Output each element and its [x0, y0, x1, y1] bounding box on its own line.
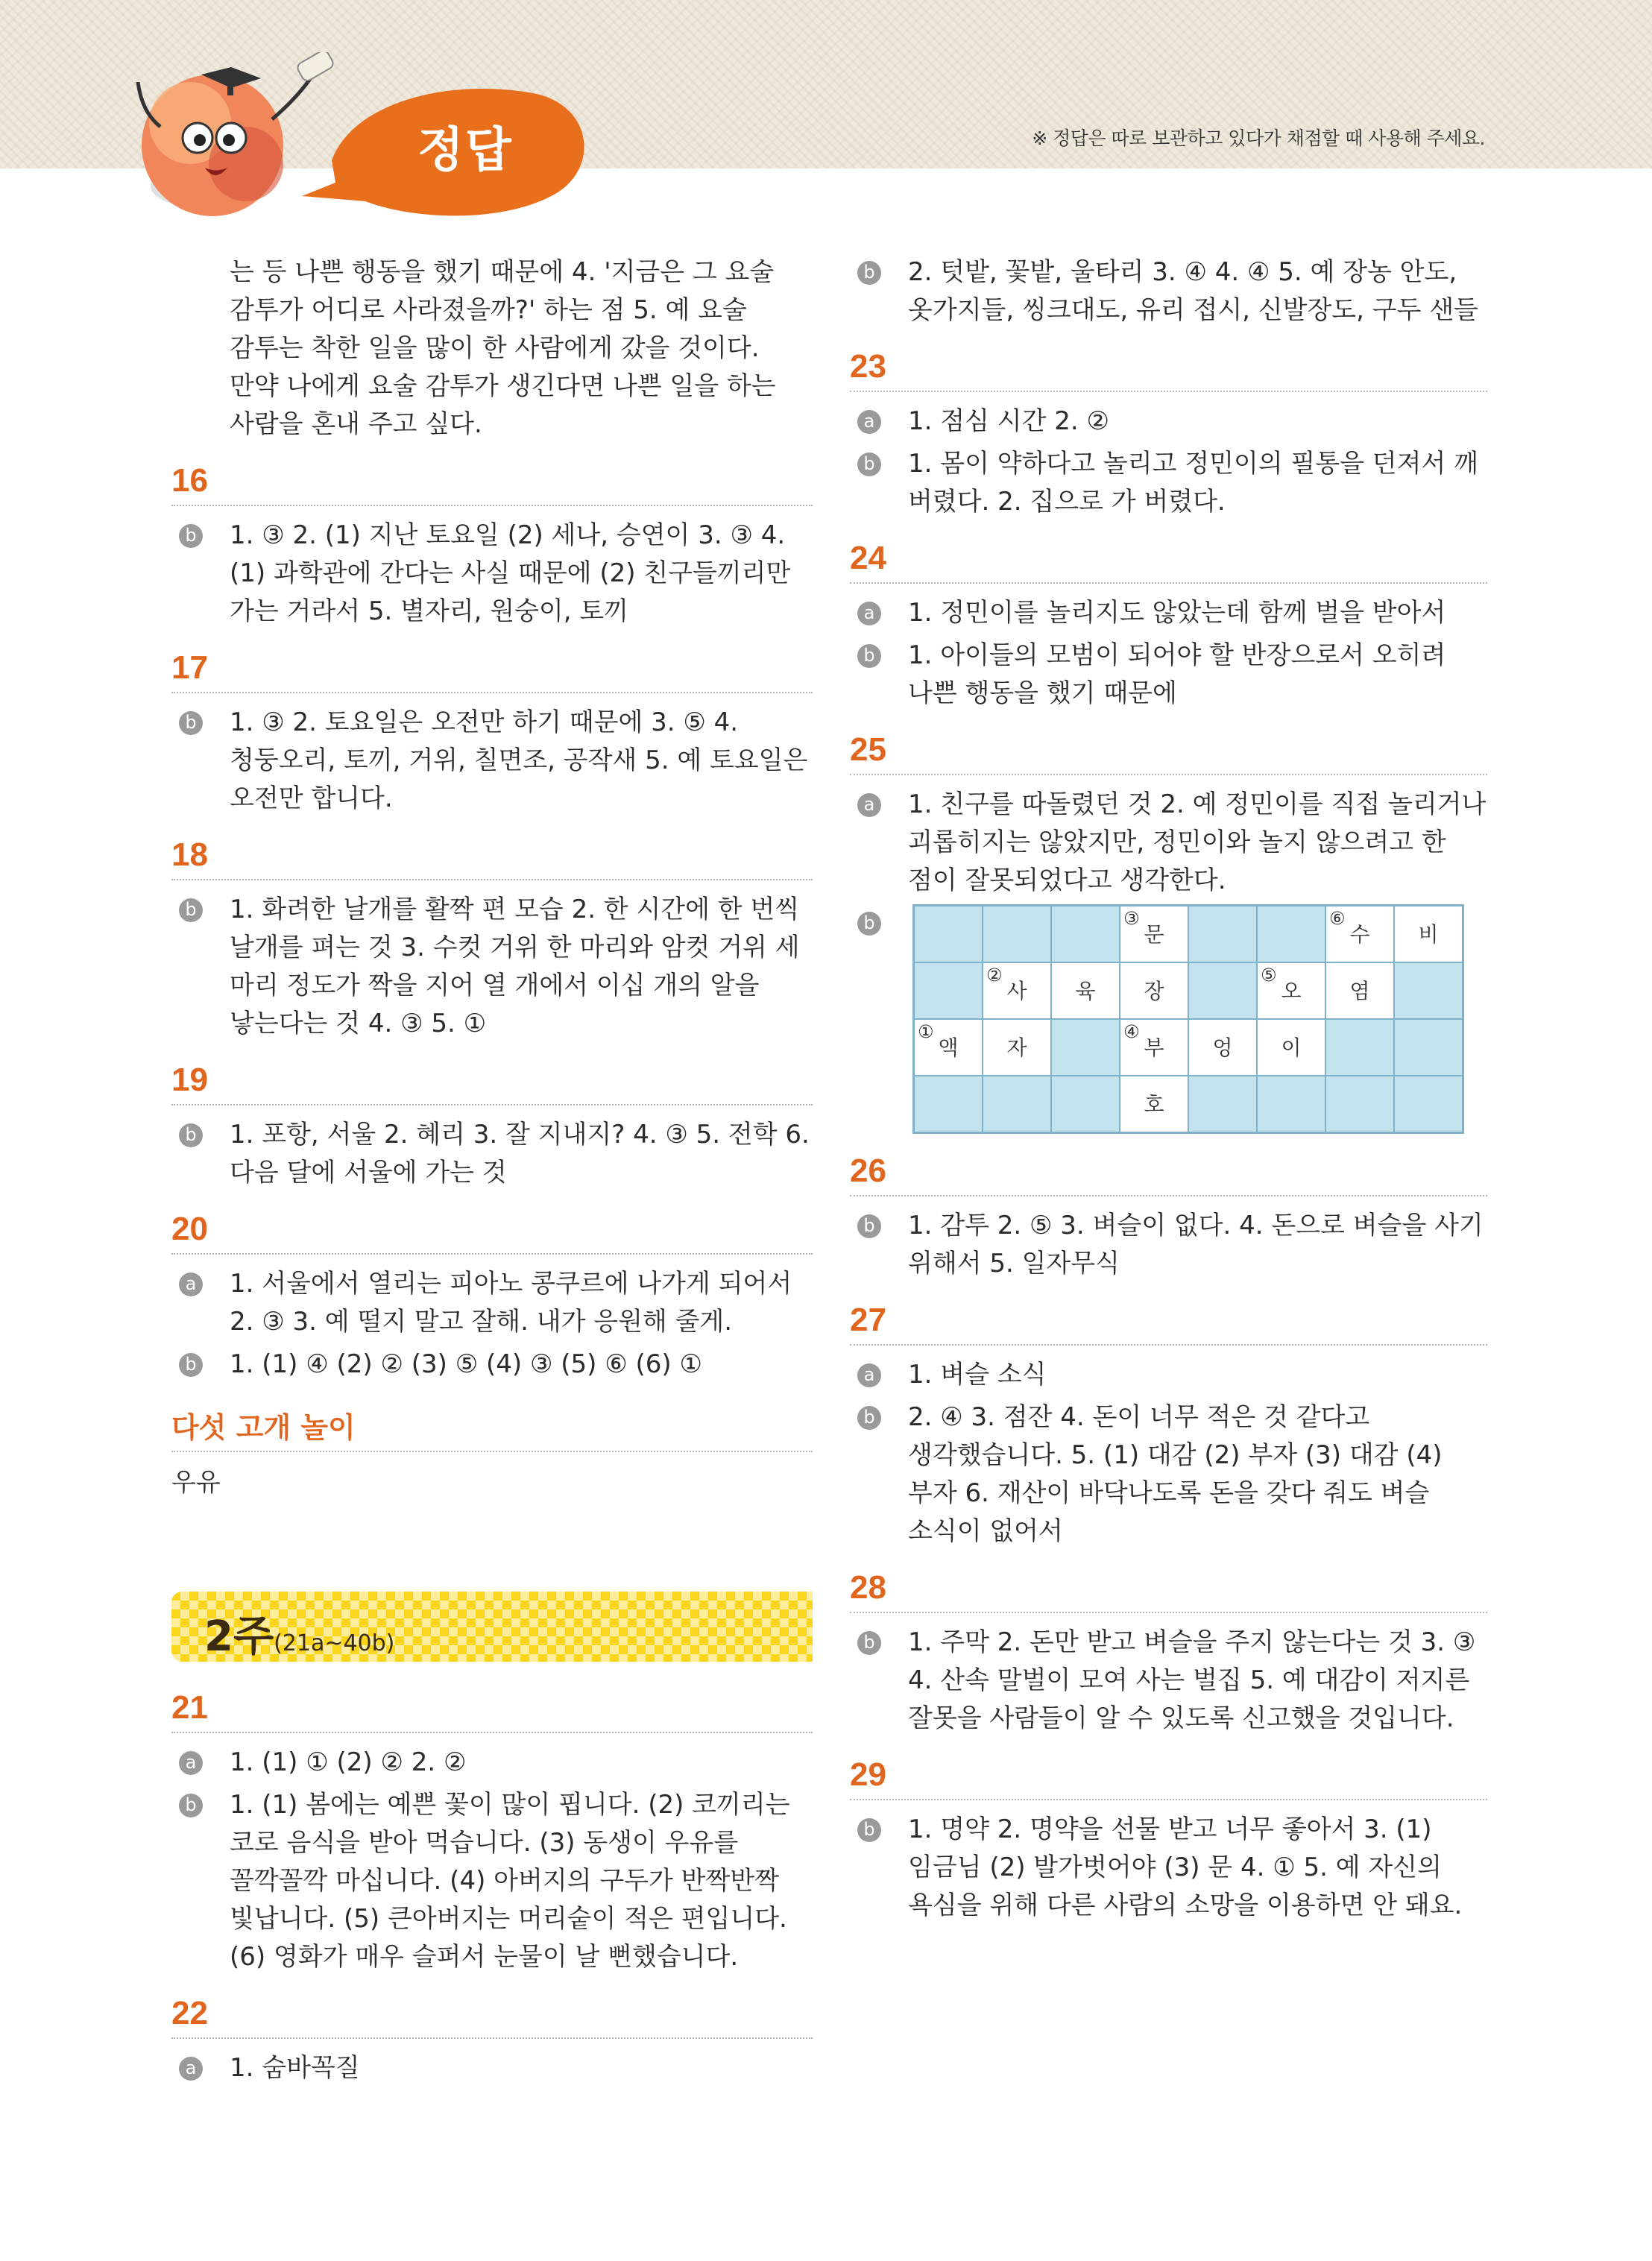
bullet-b-icon: b — [857, 644, 881, 668]
crossword-letter: 염 — [1349, 978, 1370, 1003]
bullet-b-icon: b — [179, 1123, 203, 1147]
week-label — [204, 1603, 394, 1663]
crossword-cell — [1120, 1019, 1188, 1076]
section-24-b — [850, 637, 1487, 713]
bullet-a-icon: a — [857, 1363, 881, 1387]
bullet-b-icon: b — [857, 1214, 881, 1238]
crossword-letter: 수 — [1349, 921, 1370, 947]
section-22-number: 22 — [171, 1997, 813, 2039]
five-hints-answer: 우유 — [171, 1468, 221, 1498]
section-23-b — [850, 445, 1487, 521]
section-27-a-text: 1. 벼슬 소식 — [908, 1360, 1047, 1390]
bullet-a-icon: a — [179, 2057, 203, 2081]
section-24-a-text: 1. 정민이를 놀리지도 않았는데 함께 벌을 받아서 — [908, 598, 1446, 628]
section-25-b — [850, 904, 1487, 1134]
crossword-cell — [983, 1076, 1051, 1133]
crossword-clue-number: ③ — [1123, 908, 1140, 929]
section-16-b — [171, 517, 813, 631]
crossword-cell — [983, 1019, 1051, 1076]
crossword-cell — [1188, 1019, 1257, 1076]
section-26-b-text: 1. 감투 2. ⑤ 3. 벼슬이 없다. 4. 돈으로 벼슬을 사기 위해서 5. 일자무식 — [908, 1211, 1484, 1278]
crossword-row — [914, 1019, 1463, 1076]
bullet-b-icon: b — [179, 898, 203, 922]
section-25-a-text: 1. 친구를 따돌렸던 것 2. 예 정민이를 직접 놀리거나 괴롭히지는 않았지만, 정민이와 놀지 않으려고 한 점이 잘못되었다고 생각한다. — [908, 789, 1487, 895]
crossword-cell — [914, 1019, 983, 1076]
crossword-cell — [1257, 1019, 1325, 1076]
crossword-cell — [1257, 906, 1325, 963]
crossword-cell — [1188, 1076, 1257, 1133]
section-28-number: 28 — [850, 1571, 1487, 1613]
right-column — [850, 253, 1487, 1929]
crossword-cell — [983, 962, 1051, 1019]
week-banner — [171, 1592, 813, 1662]
section-22-b-text: 2. 텃밭, 꽃밭, 울타리 3. ④ 4. ④ 5. 예 장농 안도, 옷가지들, 씽크대도, 유리 접시, 신발장도, 구두 샌들 — [908, 257, 1478, 325]
week-label-text: 2주 — [204, 1612, 274, 1661]
crossword-cell — [1394, 1019, 1463, 1076]
section-23-b-text: 1. 몸이 약하다고 놀리고 정민이의 필통을 던져서 깨 버렸다. 2. 집으로 가 버렸다. — [908, 449, 1478, 517]
section-19-b — [171, 1116, 813, 1192]
crossword-cell — [1325, 962, 1394, 1019]
crossword-cell — [1394, 906, 1463, 963]
bullet-b-icon: b — [179, 711, 203, 735]
section-21-number: 21 — [171, 1691, 813, 1733]
crossword-letter: 자 — [1006, 1035, 1027, 1060]
crossword-clue-number: ⑤ — [1261, 965, 1277, 986]
crossword-cell — [1325, 1019, 1394, 1076]
section-22-a-text: 1. 숨바꼭질 — [230, 2053, 360, 2083]
crossword-letter: 엉 — [1212, 1035, 1233, 1060]
crossword-clue-number: ④ — [1123, 1021, 1140, 1042]
crossword-cell — [1257, 1076, 1325, 1133]
bullet-a-icon: a — [857, 410, 881, 434]
bullet-b-icon: b — [857, 1631, 881, 1655]
crossword-cell — [1394, 1076, 1463, 1133]
left-column — [171, 253, 813, 2092]
section-28-b-text: 1. 주막 2. 돈만 받고 벼슬을 주지 않는다는 것 3. ③ 4. 산속 말벌이 모여 사는 벌집 5. 예 대감이 저지른 잘못을 사람들이 알 수 있도록 신고했을 것입니다. — [908, 1627, 1476, 1733]
section-29-number: 29 — [850, 1759, 1487, 1800]
section-27-number: 27 — [850, 1304, 1487, 1346]
bullet-b-icon: b — [857, 261, 881, 285]
section-27-a — [850, 1356, 1487, 1394]
section-17-b-text: 1. ③ 2. 토요일은 오전만 하기 때문에 3. ⑤ 4. 청둥오리, 토끼, 거위, 칠면조, 공작새 5. 예 토요일은 오전만 합니다. — [230, 707, 808, 813]
crossword-letter: 육 — [1075, 978, 1096, 1003]
crossword-letter: 오 — [1281, 978, 1302, 1003]
bullet-a-icon: a — [179, 1751, 203, 1775]
bullet-b-icon: b — [857, 1818, 881, 1842]
crossword-row — [914, 906, 1463, 963]
section-26-b — [850, 1207, 1487, 1283]
section-20-number: 20 — [171, 1213, 813, 1255]
section-29-b-text: 1. 명약 2. 명약을 선물 받고 너무 좋아서 3. (1) 임금님 (2) 발가벗어야 (3) 문 4. ① 5. 예 자신의 욕심을 위해 다른 사람의 소망을 이용하면 안 돼요. — [908, 1814, 1463, 1920]
crossword-cell — [914, 1076, 983, 1133]
bullet-b-icon: b — [857, 1406, 881, 1430]
crossword-cell — [1120, 1076, 1188, 1133]
section-24-b-text: 1. 아이들의 모범이 되어야 할 반장으로서 오히려 나쁜 행동을 했기 때문에 — [908, 640, 1446, 708]
section-18-b-text: 1. 화려한 날개를 활짝 편 모습 2. 한 시간에 한 번씩 날개를 펴는 것 3. 수컷 거위 한 마리와 암컷 거위 세 마리 정도가 짝을 지어 열 개에서 이십 개의 알을 낳는다는 것 4. ③ 5. ① — [230, 895, 800, 1038]
section-21-b — [171, 1786, 813, 1976]
section-22-a — [171, 2049, 813, 2087]
five-hints-title: 다섯 고개 놀이 — [171, 1413, 813, 1452]
section-16-number: 16 — [171, 464, 813, 506]
section-17-b — [171, 704, 813, 818]
section-25-a — [850, 786, 1487, 900]
section-23-a — [850, 403, 1487, 441]
crossword-letter: 호 — [1144, 1091, 1164, 1117]
crossword-clue-number: ① — [918, 1021, 934, 1042]
crossword-row — [914, 962, 1463, 1019]
crossword-letter: 부 — [1144, 1035, 1164, 1060]
crossword-cell — [1120, 906, 1188, 963]
section-25-number: 25 — [850, 734, 1487, 775]
section-23-a-text: 1. 점심 시간 2. ② — [908, 406, 1109, 436]
crossword-cell — [1325, 1076, 1394, 1133]
crossword-letter: 문 — [1144, 921, 1164, 947]
crossword-letter: 비 — [1418, 921, 1439, 947]
week-range: (21a~40b) — [274, 1630, 395, 1656]
crossword-grid — [912, 904, 1464, 1134]
carry-text: 는 등 나쁜 행동을 했기 때문에 4. '지금은 그 요술 감투가 어디로 사라졌을까?' 하는 점 5. 예 요술 감투는 착한 일을 많이 한 사람에게 갔을 것이다. 만약 나에게 요술 감투가 생긴다면 나쁜 일을 하는 사람을 혼내 주고 싶다. — [230, 257, 776, 439]
bullet-b-icon: b — [857, 452, 881, 476]
crossword-cell — [1188, 962, 1257, 1019]
section-19-b-text: 1. 포항, 서울 2. 혜리 3. 잘 지내지? 4. ③ 5. 전학 6. 다음 달에 서울에 가는 것 — [230, 1120, 810, 1188]
crossword-cell — [1257, 962, 1325, 1019]
crossword-letter: 장 — [1144, 978, 1164, 1003]
bullet-b-icon: b — [179, 1353, 203, 1377]
bullet-b-icon: b — [857, 912, 881, 936]
section-29-b — [850, 1811, 1487, 1925]
peach-mascot-icon — [119, 52, 343, 246]
crossword-clue-number: ② — [986, 965, 1003, 986]
crossword-cell — [1051, 1076, 1120, 1133]
section-20-b — [171, 1346, 813, 1384]
section-18-number: 18 — [171, 839, 813, 880]
section-24-number: 24 — [850, 542, 1487, 584]
notice-text: ※ 정답은 따로 보관하고 있다가 채점할 때 사용해 주세요. — [1032, 127, 1485, 149]
section-16-b-text: 1. ③ 2. (1) 지난 토요일 (2) 세나, 승연이 3. ③ 4. (1) 과학관에 간다는 사실 때문에 (2) 친구들끼리만 가는 거라서 5. 별자리, 원숭이, 토끼 — [230, 520, 791, 626]
section-21-b-text: 1. (1) 봄에는 예쁜 꽃이 많이 핍니다. (2) 코끼리는 코로 음식을 받아 먹습니다. (3) 동생이 우유를 꼴깍꼴깍 마십니다. (4) 아버지의 구두가 반짝반짝 빛납니다. (5) 큰아버지는 머리숱이 적은 편입니다. (6) 영화가 매우 슬퍼서 눈물이 날 뻔했습니다. — [230, 1790, 790, 1972]
section-28-b — [850, 1624, 1487, 1738]
crossword-cell — [914, 962, 983, 1019]
page-title: 정답 — [417, 123, 513, 178]
crossword-cell — [914, 906, 983, 963]
section-27-b — [850, 1398, 1487, 1551]
crossword-cell — [1051, 906, 1120, 963]
section-17-number: 17 — [171, 652, 813, 693]
bullet-a-icon: a — [179, 1273, 203, 1296]
section-24-a — [850, 594, 1487, 632]
section-19-number: 19 — [171, 1064, 813, 1106]
crossword-cell — [1051, 1019, 1120, 1076]
section-18-b — [171, 891, 813, 1043]
crossword-cell — [1120, 962, 1188, 1019]
crossword-letter: 이 — [1281, 1035, 1302, 1060]
crossword-cell — [1051, 962, 1120, 1019]
section-21-a-text: 1. (1) ① (2) ② 2. ② — [230, 1747, 467, 1777]
section-23-number: 23 — [850, 350, 1487, 392]
bullet-b-icon: b — [179, 1794, 203, 1817]
bullet-b-icon: b — [179, 524, 203, 548]
section-22-b — [850, 253, 1487, 329]
crossword-cell — [1188, 906, 1257, 963]
bullet-a-icon: a — [857, 602, 881, 625]
crossword-clue-number: ⑥ — [1329, 908, 1346, 929]
section-20-b-text: 1. (1) ④ (2) ② (3) ⑤ (4) ③ (5) ⑥ (6) ① — [230, 1349, 702, 1379]
section-20-a-text: 1. 서울에서 열리는 피아노 콩쿠르에 나가게 되어서 2. ③ 3. 예 떨지 말고 잘해. 내가 응원해 줄게. — [230, 1269, 792, 1337]
crossword-cell — [1394, 962, 1463, 1019]
crossword-letter: 사 — [1006, 978, 1027, 1003]
crossword-letter: 액 — [938, 1035, 959, 1060]
crossword-cell — [1325, 906, 1394, 963]
section-26-number: 26 — [850, 1155, 1487, 1196]
crossword-row — [914, 1076, 1463, 1133]
section-20-a — [171, 1265, 813, 1341]
section-27-b-text: 2. ④ 3. 점잔 4. 돈이 너무 적은 것 같다고 생각했습니다. 5. (1) 대감 (2) 부자 (3) 대감 (4) 부자 6. 재산이 바닥나도록 돈을 갖다 줘도 벼슬 소식이 없어서 — [908, 1402, 1443, 1546]
crossword-cell — [983, 906, 1051, 963]
section-21-a — [171, 1744, 813, 1782]
bullet-a-icon: a — [857, 793, 881, 817]
